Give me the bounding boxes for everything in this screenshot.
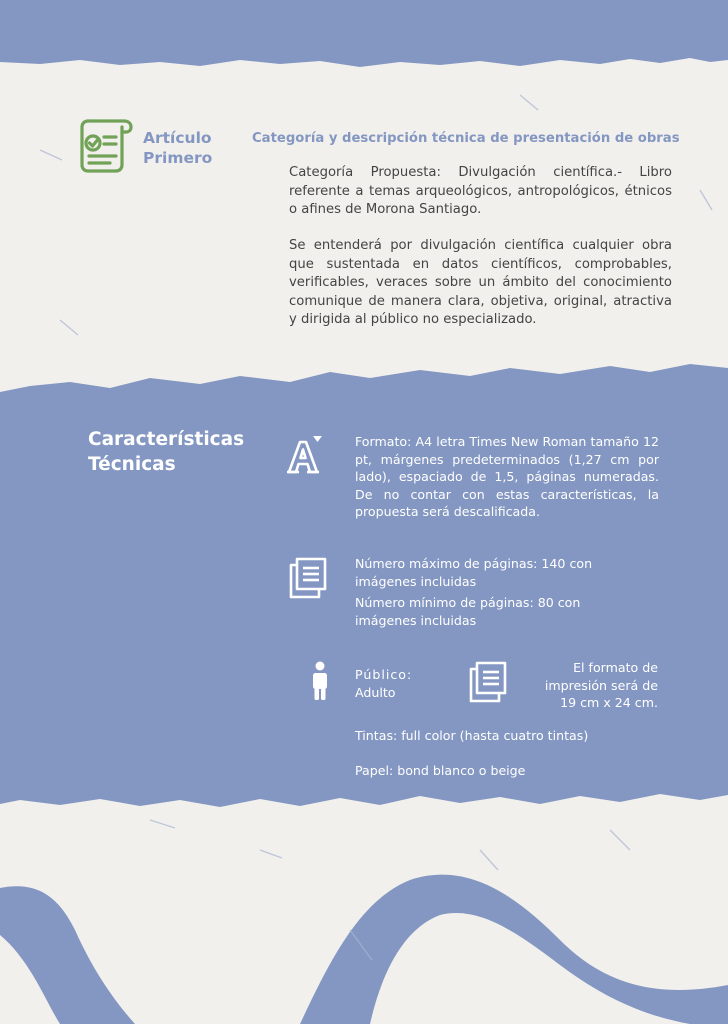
max-paginas-text: Número máximo de páginas: 140 con imágenes incluidas <box>355 556 593 589</box>
publico-label: Público: <box>355 667 413 682</box>
category-heading: Categoría y descripción técnica de presentación de obras <box>252 131 680 146</box>
technical-title-line1: Características <box>88 429 245 450</box>
technical-title-line2: Técnicas <box>88 454 176 475</box>
print-documents-icon <box>467 661 509 703</box>
certificate-scroll-icon <box>76 113 134 175</box>
category-paragraph-1: Categoría Propuesta: Divulgación científica.- Libro referente a temas arqueológicos, antropológicos, étnicos o afines de Morona Santiago. <box>289 165 672 217</box>
papel-text: Papel: bond blanco o beige <box>355 763 526 778</box>
font-size-icon <box>286 434 324 476</box>
impresion-text: El formato de impresión será de 19 cm x 24 cm. <box>544 660 658 710</box>
formato-text: Formato: A4 letra Times New Roman tamaño 12 pt, márgenes predeterminados (1,27 cm por lado), espaciado de 1,5, páginas numeradas. De no contar con estas características, la propuesta será descalificada. <box>355 434 659 519</box>
person-icon <box>310 661 330 701</box>
min-paginas-text: Número mínimo de páginas: 80 con imágenes incluidas <box>355 595 581 628</box>
documents-icon <box>287 557 329 599</box>
articulo-title-line2: Primero <box>143 149 213 167</box>
technical-title <box>88 427 268 477</box>
articulo-title-line1: Artículo <box>143 129 212 147</box>
category-paragraph-2: Se entenderá por divulgación científica cualquier obra que sustentada en datos científicos, comprobables, verificables, veraces sobre un ámbito del conocimiento comunique de manera clara, objetiva, original, atractiva y dirigida al público no especializado. <box>289 238 672 327</box>
publico-value: Adulto <box>355 685 396 700</box>
articulo-title <box>143 128 253 168</box>
tintas-text: Tintas: full color (hasta cuatro tintas) <box>355 728 589 743</box>
